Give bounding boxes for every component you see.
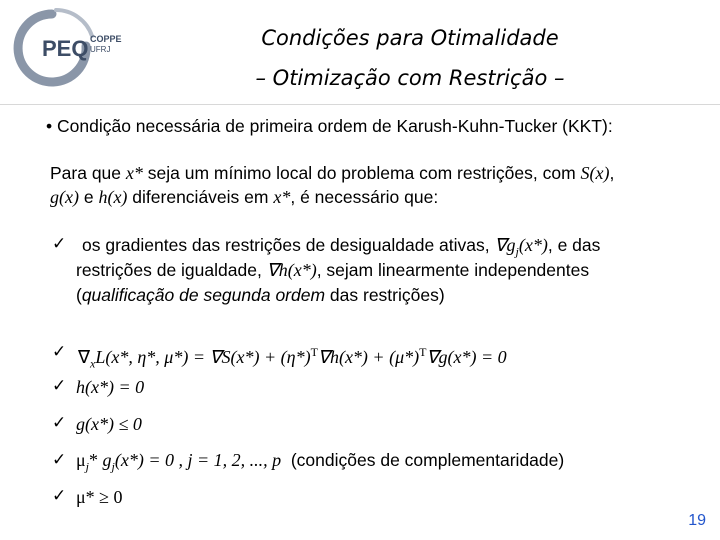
check-icon: ✓: [52, 413, 67, 433]
check-icon: ✓: [52, 342, 67, 362]
condition-1-line-2: restrições de igualdade, ∇h(x*), sejam linearmente independentes: [76, 260, 590, 280]
condition-5-complementarity: $\mu_j*$ $g_j(x*) = 0$ , j = 1, 2, ..., p (condições de complementaridade): [76, 450, 565, 474]
logo-text: PEQ: [42, 36, 89, 61]
check-icon: ✓: [52, 376, 67, 396]
condition-4-inequality: g(x*) ≤ 0: [76, 414, 142, 434]
slide-subtitle: – Otimização com Restrição –: [255, 66, 565, 90]
header-divider: [0, 104, 720, 105]
check-icon: ✓: [52, 450, 67, 470]
intro-line-2: g(x) e h(x) diferenciáveis em x*, é necessário que:: [50, 187, 439, 207]
peq-coppe-logo: [8, 6, 126, 88]
page-number: 19: [688, 512, 706, 529]
logo-ufrj: UFRJ: [90, 45, 111, 54]
check-icon: ✓: [52, 234, 67, 254]
kkt-bullet: • Condição necessária de primeira ordem de Karush-Kuhn-Tucker (KKT):: [46, 116, 613, 136]
condition-6-nonnegativity: μ* ≥ 0: [76, 487, 123, 507]
condition-2-lagrangian: $\nabla_xL(x*$, η*, $\mu*) = \nabla S(x*) + (\eta*)^T\nabla h(x*) + (\mu*)^T\nabla g(x*) = 0$: [78, 345, 507, 371]
condition-1-line-1: os gradientes das restrições de desigualdade ativas, $\nabla g_j(x*)$, e das: [82, 235, 601, 259]
intro-line-1: Para que x* seja um mínimo local do problema com restrições, com S(x),: [50, 163, 615, 183]
condition-1-line-3: (qualificação de segunda ordem das restrições): [76, 285, 445, 305]
logo-coppe: COPPE: [90, 34, 122, 44]
condition-3-equality: h(x*) = 0: [76, 377, 145, 397]
check-icon: ✓: [52, 486, 67, 506]
slide-title: Condições para Otimalidade: [261, 26, 559, 50]
